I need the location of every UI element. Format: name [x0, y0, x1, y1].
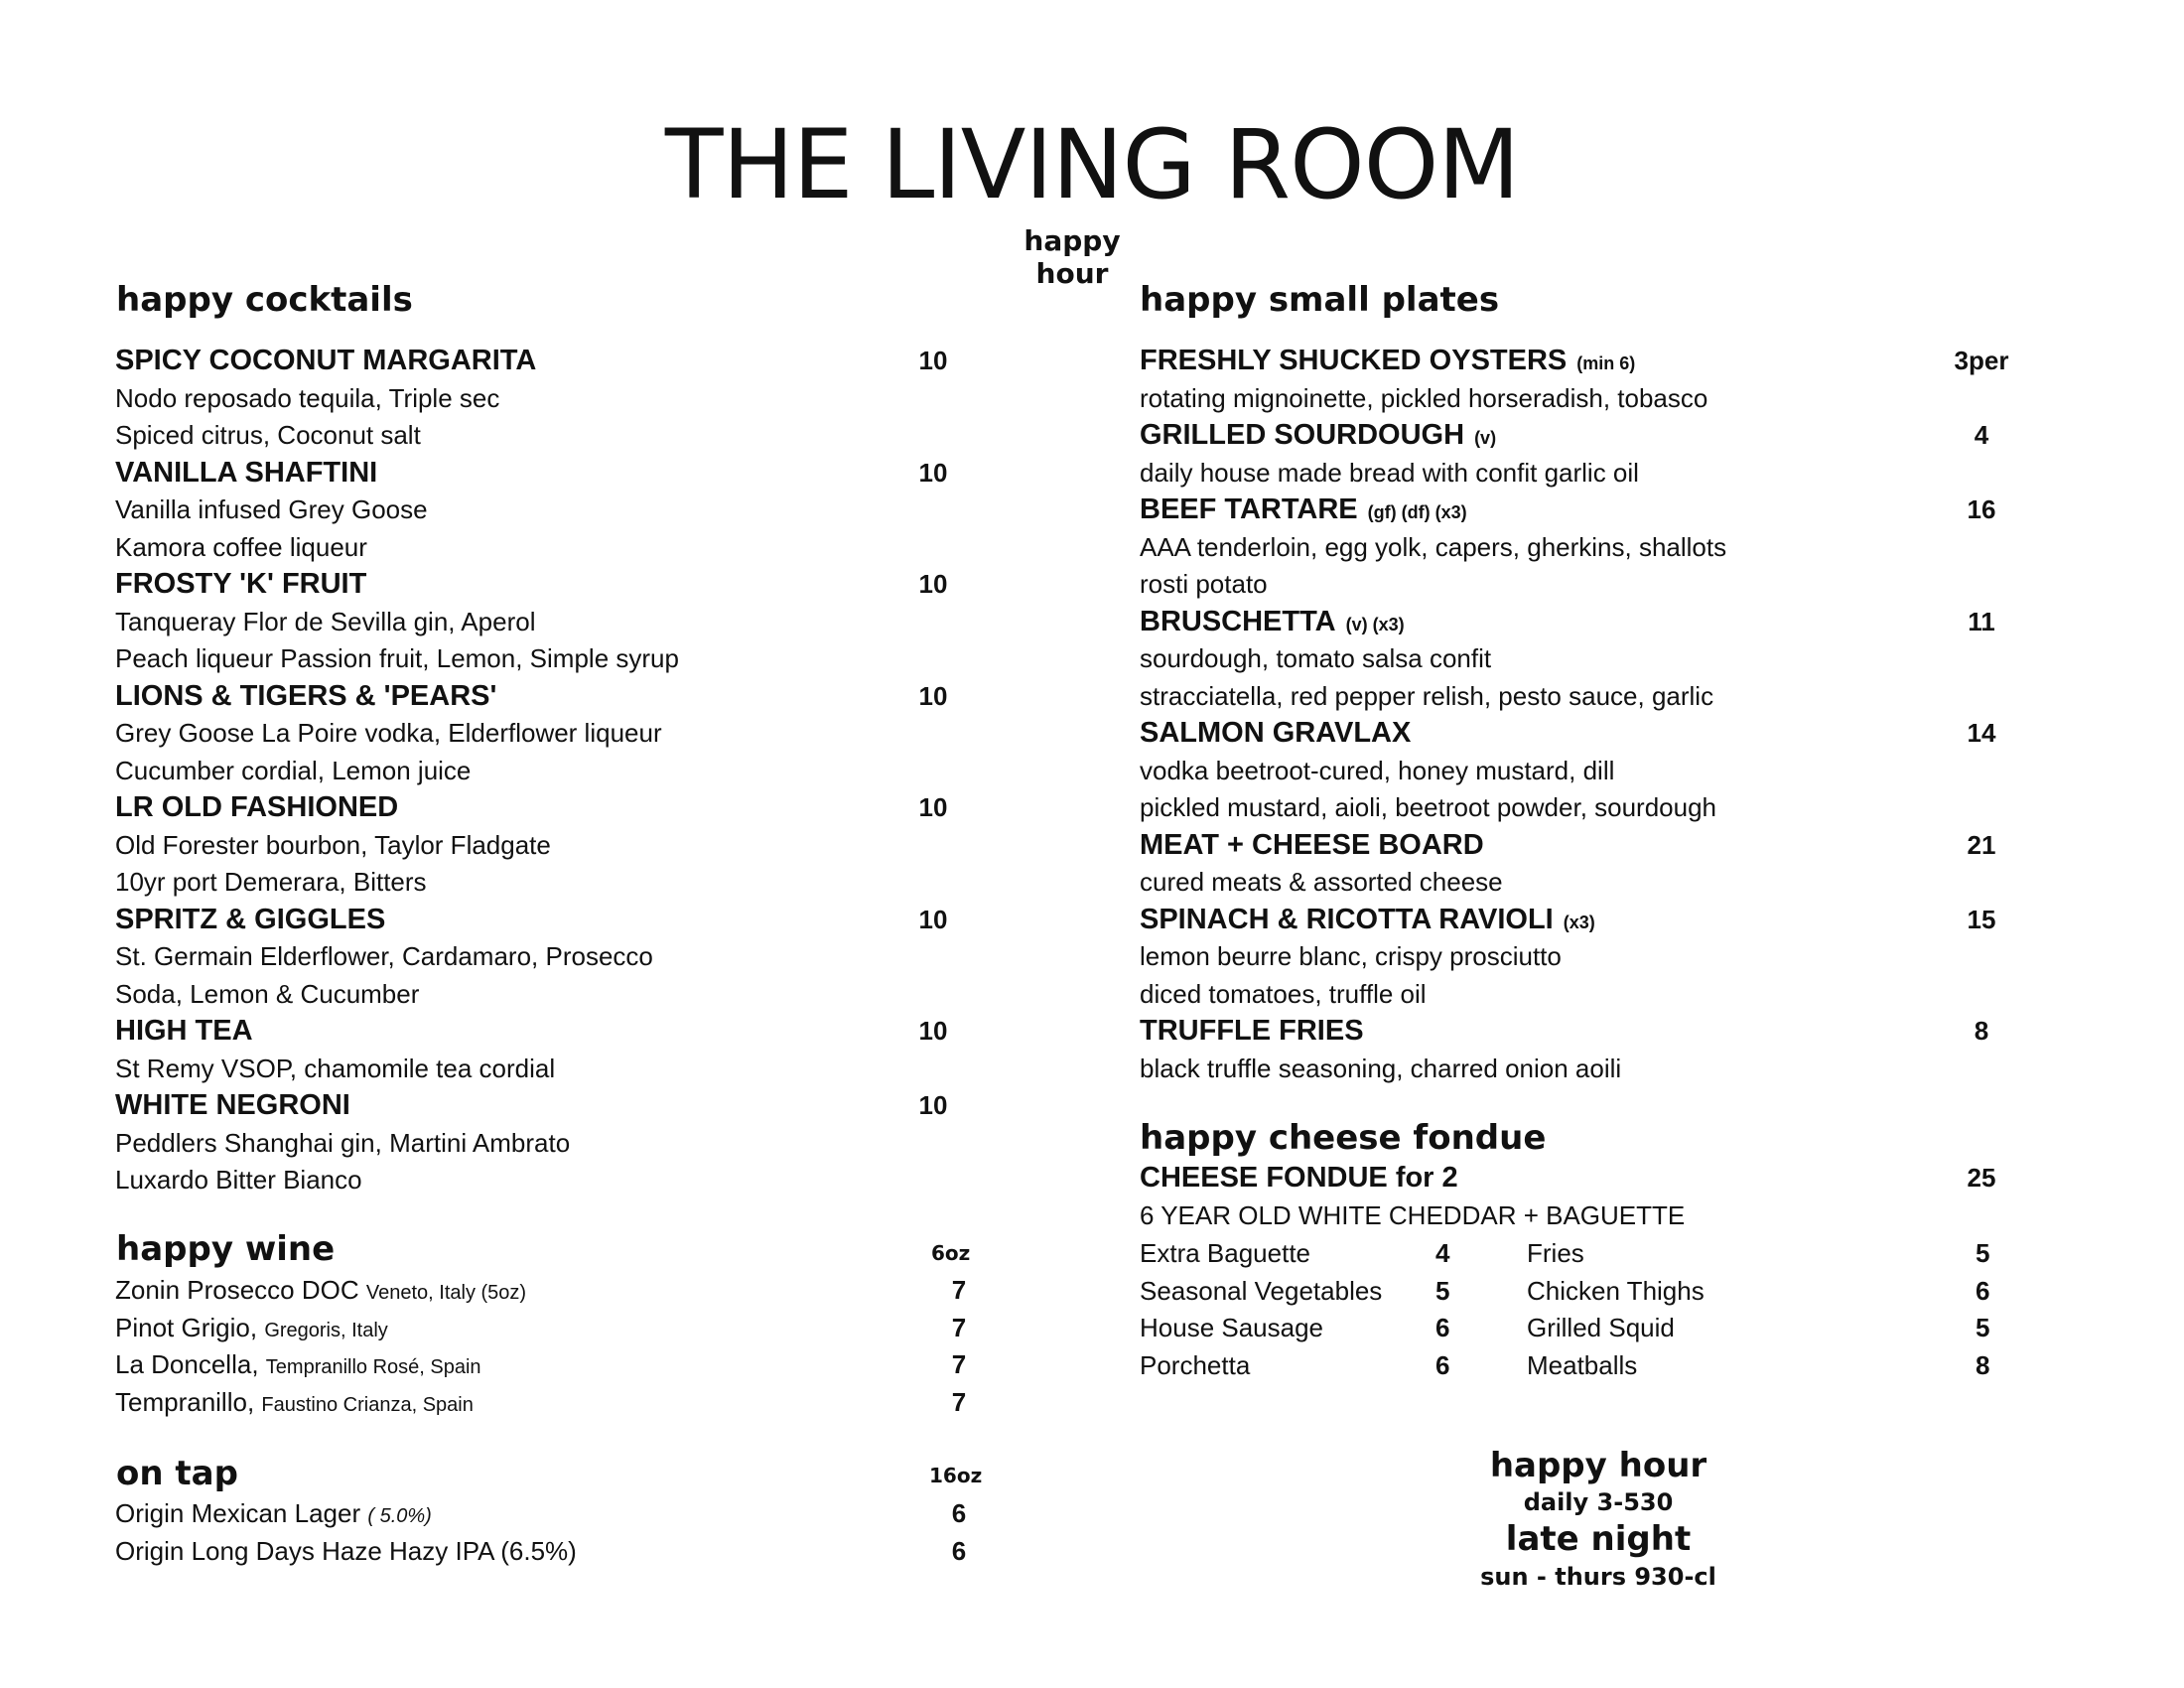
item-description: Vanilla infused Grey Goose: [115, 494, 428, 524]
plate-row: [1140, 902, 2073, 939]
menu-item-row: [115, 678, 989, 716]
menu-item-row: [115, 902, 989, 939]
extra-price-left: 6: [1435, 1313, 1450, 1342]
fondue-extra-row: [1140, 1273, 2073, 1311]
wine-price: 7: [951, 1386, 967, 1417]
item-description: Peddlers Shanghai gin, Martini Ambrato: [115, 1127, 571, 1158]
extra-price-right: 6: [1976, 1275, 1990, 1306]
extra-price-right: 8: [1976, 1349, 1990, 1380]
wine-row: [115, 1346, 989, 1384]
plate-price: 11: [1968, 606, 1995, 636]
item-price: 10: [918, 792, 948, 822]
wine-list: [115, 1272, 989, 1421]
plate-description: daily house made bread with confit garlic oil: [1140, 457, 1639, 488]
plate-price: 8: [1974, 1016, 1989, 1046]
fondue-name: CHEESE FONDUE for 2: [1140, 1162, 1458, 1194]
plate-name: SALMON GRAVLAX: [1140, 717, 1412, 749]
fondue-desc: 6 YEAR OLD WHITE CHEDDAR + BAGUETTE: [1140, 1199, 1686, 1230]
plate-description: diced tomatoes, truffle oil: [1140, 978, 1427, 1009]
tap-row: [115, 1495, 989, 1533]
plate-price: 4: [1974, 420, 1989, 450]
wine-price: 7: [951, 1275, 967, 1305]
tap-price: 6: [951, 1535, 967, 1566]
item-description: Cucumber cordial, Lemon juice: [115, 755, 472, 785]
fondue-heading: happy cheese fondue: [1140, 1118, 1547, 1158]
extra-name-left: House Sausage: [1140, 1313, 1324, 1342]
wine-name: Pinot Grigio,: [115, 1312, 258, 1342]
item-price: 10: [918, 680, 948, 711]
item-description: Luxardo Bitter Bianco: [115, 1165, 362, 1195]
plate-row: [1140, 417, 2073, 455]
happy-hour-title: happy hour: [1489, 1446, 1707, 1485]
plate-description: rosti potato: [1140, 569, 1268, 599]
item-price: 10: [918, 1016, 948, 1046]
fondue-extras: [1140, 1235, 2073, 1384]
plate-dietary-note: (v): [1474, 428, 1497, 448]
happy-hour-time: daily 3-530: [1523, 1488, 1674, 1516]
plate-name: FRESHLY SHUCKED OYSTERS: [1140, 345, 1568, 376]
item-price: 10: [918, 904, 948, 934]
plate-row: [1140, 1013, 2073, 1051]
page-title: THE LIVING ROOM: [664, 109, 1520, 220]
fondue-extra-row: [1140, 1235, 2073, 1273]
wine-row: [115, 1310, 989, 1347]
plate-row: [1140, 343, 2073, 380]
tap-list: [115, 1495, 989, 1570]
wine-size-header: 6oz: [931, 1241, 971, 1265]
item-description: Tanqueray Flor de Sevilla gin, Aperol: [115, 606, 536, 636]
plate-description: vodka beetroot-cured, honey mustard, dill: [1140, 755, 1615, 785]
plate-description: lemon beurre blanc, crispy prosciutto: [1140, 941, 1562, 971]
plate-description: cured meats & assorted cheese: [1140, 867, 1503, 897]
wine-name: Tempranillo,: [115, 1386, 255, 1417]
item-price: 10: [918, 569, 948, 599]
tap-name: Origin Mexican Lager: [115, 1498, 361, 1528]
fondue-extra-row: [1140, 1347, 2073, 1385]
item-name: LR OLD FASHIONED: [115, 791, 399, 823]
extra-price-right: 5: [1976, 1313, 1990, 1342]
plate-price: 15: [1967, 904, 1996, 934]
wine-price: 7: [951, 1312, 967, 1342]
extra-price-left: 6: [1435, 1349, 1450, 1380]
item-price: 10: [918, 457, 948, 488]
plate-description: rotating mignoinette, pickled horseradish, tobasco: [1140, 382, 1708, 413]
menu-item-row: [115, 1013, 989, 1051]
plate-description: pickled mustard, aioli, beetroot powder, sourdough: [1140, 792, 1717, 822]
fondue-item: [1140, 1160, 2073, 1234]
item-description: Soda, Lemon & Cucumber: [115, 978, 420, 1009]
wine-name: La Doncella,: [115, 1349, 259, 1379]
plates-list: [1140, 343, 2073, 1087]
wine-detail: Gregoris, Italy: [264, 1319, 388, 1341]
plate-row: [1140, 827, 2073, 865]
wine-row: [115, 1272, 989, 1310]
item-description: Old Forester bourbon, Taylor Fladgate: [115, 829, 551, 860]
extra-name-right: Meatballs: [1527, 1349, 1638, 1380]
wine-name: Zonin Prosecco DOC: [115, 1275, 359, 1305]
plate-dietary-note: (x3): [1563, 912, 1595, 932]
extra-price-left: 4: [1435, 1238, 1450, 1268]
wine-detail: Faustino Crianza, Spain: [261, 1393, 474, 1416]
extra-name-right: Chicken Thighs: [1527, 1275, 1705, 1306]
extra-name-left: Seasonal Vegetables: [1140, 1275, 1383, 1306]
plate-name: SPINACH & RICOTTA RAVIOLI: [1140, 903, 1554, 935]
item-description: St Remy VSOP, chamomile tea cordial: [115, 1053, 556, 1083]
plate-dietary-note: (v) (x3): [1345, 614, 1405, 634]
plate-description: AAA tenderloin, egg yolk, capers, gherkins, shallots: [1140, 531, 1727, 562]
plate-row: [1140, 492, 2073, 529]
item-price: 10: [918, 346, 948, 375]
plate-description: sourdough, tomato salsa confit: [1140, 643, 1492, 673]
cocktails-heading: happy cocktails: [116, 280, 413, 320]
late-night-time: sun - thurs 930-cl: [1480, 1563, 1716, 1591]
tap-row: [115, 1533, 989, 1571]
plate-name: BEEF TARTARE: [1140, 493, 1358, 525]
fondue-extra-row: [1140, 1310, 2073, 1347]
plate-price: 14: [1967, 718, 1996, 748]
extra-name-right: Fries: [1527, 1238, 1584, 1268]
item-description: 10yr port Demerara, Bitters: [115, 867, 427, 897]
plate-name: BRUSCHETTA: [1140, 605, 1336, 637]
plate-dietary-note: (gf) (df) (x3): [1367, 502, 1467, 522]
plate-price: 3per: [1954, 346, 2009, 375]
item-description: Grey Goose La Poire vodka, Elderflower liqueur: [115, 718, 662, 748]
menu-item-row: [115, 789, 989, 827]
item-name: WHITE NEGRONI: [115, 1089, 350, 1121]
plates-heading: happy small plates: [1140, 280, 1500, 320]
item-description: St. Germain Elderflower, Cardamaro, Prosecco: [115, 941, 653, 971]
wine-heading: happy wine: [116, 1229, 336, 1269]
wine-detail: Tempranillo Rosé, Spain: [265, 1356, 481, 1378]
item-description: Nodo reposado tequila, Triple sec: [115, 382, 500, 413]
wine-price: 7: [951, 1349, 967, 1379]
plate-row: [1140, 604, 2073, 641]
item-description: Spiced citrus, Coconut salt: [115, 420, 421, 450]
cocktails-list: [115, 343, 989, 1199]
wine-detail: Veneto, Italy (5oz): [365, 1282, 527, 1304]
plate-price: 16: [1967, 494, 1996, 524]
hours-block: [1370, 1446, 1827, 1595]
extra-price-left: 5: [1435, 1275, 1450, 1306]
page-subtitle: happy hour: [1024, 224, 1121, 290]
extra-name-right: Grilled Squid: [1527, 1313, 1675, 1342]
item-description: Kamora coffee liqueur: [115, 531, 367, 562]
late-night-title: late night: [1505, 1519, 1692, 1559]
menu-item-row: [115, 343, 989, 380]
extra-name-left: Porchetta: [1140, 1349, 1251, 1380]
tap-detail: ( 5.0%): [367, 1505, 432, 1527]
plate-description: stracciatella, red pepper relish, pesto sauce, garlic: [1140, 680, 1714, 711]
item-name: SPRITZ & GIGGLES: [115, 903, 386, 935]
menu-item-row: [115, 1087, 989, 1125]
tap-size-header: 16oz: [929, 1464, 983, 1487]
wine-row: [115, 1384, 989, 1422]
item-name: VANILLA SHAFTINI: [115, 456, 378, 489]
plate-name: MEAT + CHEESE BOARD: [1140, 828, 1484, 861]
plate-name: GRILLED SOURDOUGH: [1140, 419, 1465, 451]
plate-dietary-note: (min 6): [1576, 353, 1636, 373]
item-name: FROSTY 'K' FRUIT: [115, 568, 367, 600]
plate-description: black truffle seasoning, charred onion aoili: [1140, 1053, 1622, 1083]
tap-price: 6: [951, 1498, 967, 1528]
item-name: LIONS & TIGERS & 'PEARS': [115, 679, 497, 712]
plate-price: 21: [1967, 829, 1996, 860]
menu-item-row: [115, 455, 989, 492]
plate-row: [1140, 715, 2073, 753]
extra-name-left: Extra Baguette: [1140, 1238, 1310, 1268]
fondue-price: 25: [1967, 1163, 1996, 1193]
plate-name: TRUFFLE FRIES: [1140, 1015, 1364, 1047]
tap-heading: on tap: [116, 1454, 238, 1493]
tap-name: Origin Long Days Haze Hazy IPA (6.5%): [115, 1535, 577, 1566]
item-name: HIGH TEA: [115, 1015, 253, 1047]
item-description: Peach liqueur Passion fruit, Lemon, Simple syrup: [115, 643, 679, 673]
extra-price-right: 5: [1976, 1238, 1990, 1268]
item-name: SPICY COCONUT MARGARITA: [115, 345, 537, 376]
item-price: 10: [918, 1090, 948, 1120]
menu-item-row: [115, 566, 989, 604]
